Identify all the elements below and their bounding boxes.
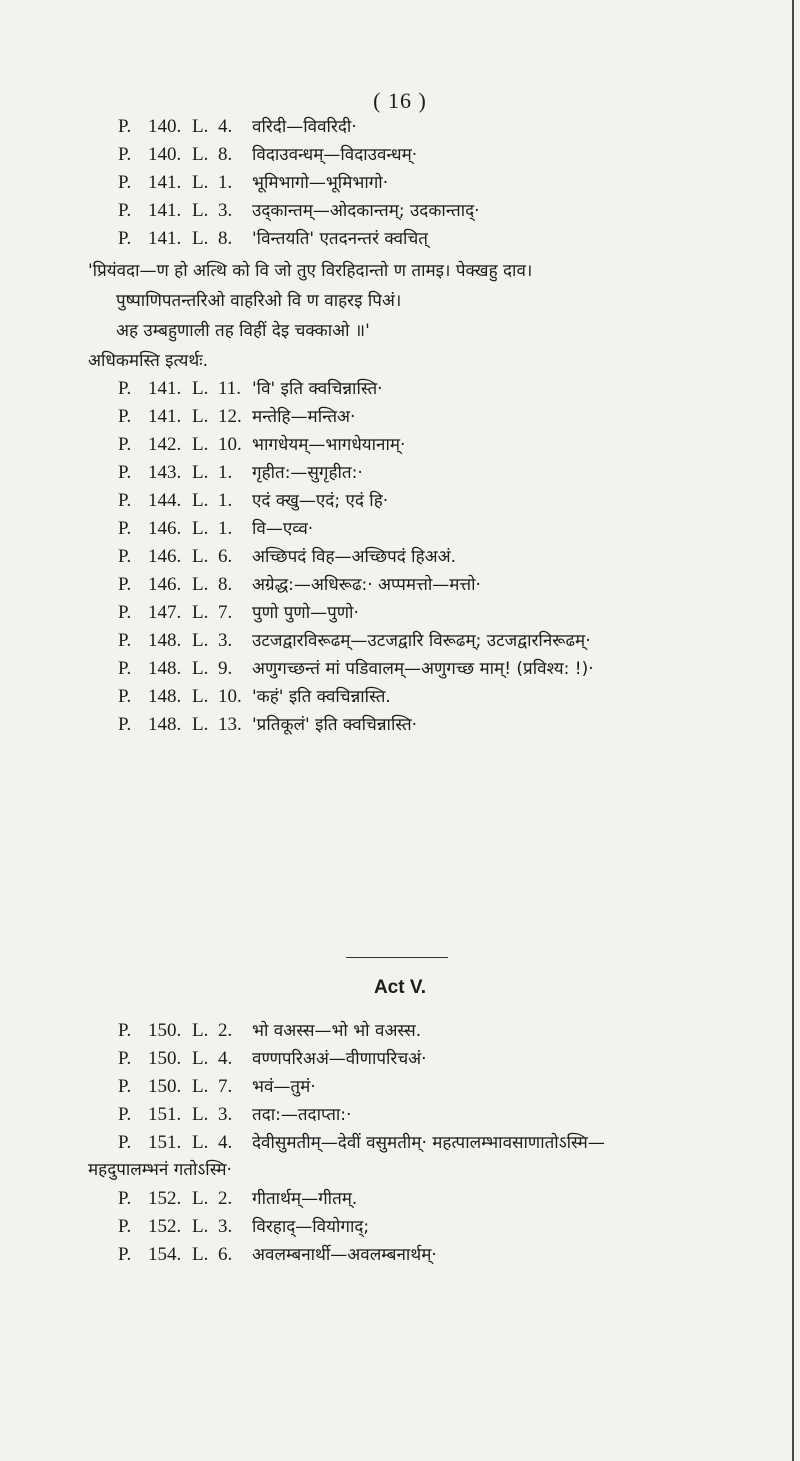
entry-line-number: 4. (218, 1132, 233, 1153)
entry-p-label: P. (118, 116, 132, 137)
entry-p-label: P. (118, 144, 132, 165)
entry-line-number: 6. (218, 1244, 233, 1265)
errata-entry (118, 1128, 788, 1156)
entry-reference (118, 403, 252, 430)
entry-l-label: L. (192, 144, 209, 165)
entries-block-1 (118, 112, 758, 252)
entry-p-label: P. (118, 490, 132, 511)
errata-entry (118, 1016, 788, 1044)
entry-l-label: L. (192, 630, 209, 651)
entry-page-number: 140. (148, 144, 182, 165)
entry-text: 'कहं' इति क्वचिन्नास्ति. (252, 687, 391, 707)
entry-p-label: P. (118, 462, 132, 483)
entries-block-2 (118, 374, 758, 738)
entry-reference (118, 141, 252, 168)
entry-p-label: P. (118, 630, 132, 651)
entry-reference (118, 515, 252, 542)
errata-entry (118, 430, 758, 458)
entry-text: 'विन्तयति' एतदनन्तरं क्वचित् (252, 229, 428, 249)
errata-entry (118, 196, 758, 224)
entry-l-label: L. (192, 1104, 209, 1125)
entry-line-number: 3. (218, 1104, 233, 1125)
entry-line-number: 8. (218, 228, 233, 249)
entry-l-label: L. (192, 574, 209, 595)
errata-entry (118, 514, 758, 542)
entry-p-label: P. (118, 1048, 132, 1069)
entry-line-number: 9. (218, 658, 233, 679)
entry-page-number: 152. (148, 1188, 182, 1209)
errata-entry (118, 402, 758, 430)
entry-reference (118, 1017, 252, 1044)
entry-reference (118, 1045, 252, 1072)
entry-reference (118, 571, 252, 598)
entry-l-label: L. (192, 686, 209, 707)
entry-line-number: 10. (218, 686, 242, 707)
entry-text: गीतार्थम्—गीतम्. (252, 1189, 358, 1209)
entry-line-number: 3. (218, 630, 233, 651)
entry-reference (118, 197, 252, 224)
entry-text: पुणो पुणो—पुणो· (252, 603, 359, 623)
page-edge-line (792, 0, 794, 1461)
entry-p-label: P. (118, 200, 132, 221)
entry-line-number: 8. (218, 574, 233, 595)
entry-reference (118, 599, 252, 626)
entry-l-label: L. (192, 658, 209, 679)
entry-reference (118, 1213, 252, 1240)
page-number: ( 16 ) (373, 88, 427, 113)
entry-reference (118, 225, 252, 252)
entry-page-number: 142. (148, 434, 182, 455)
entry-reference (118, 683, 252, 710)
entry-p-label: P. (118, 1020, 132, 1041)
entries-block-4 (118, 1184, 788, 1268)
entry-p-label: P. (118, 658, 132, 679)
errata-entry (118, 570, 758, 598)
entry-p-label: P. (118, 1104, 132, 1125)
entry-p-label: P. (118, 1132, 132, 1153)
entry-p-label: P. (118, 228, 132, 249)
entry-line-number: 4. (218, 1048, 233, 1069)
entry-reference (118, 1073, 252, 1100)
entry-l-label: L. (192, 1076, 209, 1097)
entry-l-label: L. (192, 490, 209, 511)
entry-line-number: 3. (218, 1216, 233, 1237)
entry-page-number: 148. (148, 714, 182, 735)
entry-l-label: L. (192, 714, 209, 735)
entry-page-number: 148. (148, 658, 182, 679)
entry-reference (118, 169, 252, 196)
entry-line-number: 13. (218, 714, 242, 735)
entry-reference (118, 113, 252, 140)
entry-page-number: 152. (148, 1216, 182, 1237)
errata-entry (118, 112, 758, 140)
entry-line-number: 7. (218, 602, 233, 623)
entry-line-number: 1. (218, 518, 233, 539)
entry-l-label: L. (192, 1188, 209, 1209)
entry-line-number: 12. (218, 406, 242, 427)
entry-text: तदा:—तदाप्ता:· (252, 1105, 352, 1125)
entry-text: एदं क्खु—एदं; एदं हि· (252, 491, 389, 511)
entry-page-number: 146. (148, 546, 182, 567)
errata-entry (118, 224, 758, 252)
entry-page-number: 146. (148, 518, 182, 539)
entry-text: अग्रेद्ध:—अधिरूढ:· अप्पमत्तो—मत्तो· (252, 575, 481, 595)
entry-l-label: L. (192, 1020, 209, 1041)
entry-p-label: P. (118, 602, 132, 623)
entry-l-label: L. (192, 1216, 209, 1237)
entry-text: मन्तेहि—मन्तिअ· (252, 407, 356, 427)
errata-entry (118, 168, 758, 196)
entry-p-label: P. (118, 714, 132, 735)
entry-text: अवलम्बनार्थी—अवलम्बनार्थम्· (252, 1245, 437, 1265)
entry-page-number: 141. (148, 200, 182, 221)
entry-text: देवीसुमतीम्—देवीं वसुमतीम्· महत्पालम्भावसाणातोऽस्मि— (252, 1133, 605, 1153)
entry-reference (118, 711, 252, 738)
entry-text: भागधेयम्—भागधेयानाम्· (252, 435, 406, 455)
entry-page-number: 141. (148, 378, 182, 399)
entry-p-label: P. (118, 686, 132, 707)
entry-text: भूमिभागो—भूमिभागो· (252, 173, 389, 193)
entry-reference (118, 543, 252, 570)
entry-page-number: 151. (148, 1104, 182, 1125)
entry-text: भवं—तुमं· (252, 1077, 316, 1097)
entry-line-number: 1. (218, 172, 233, 193)
entry-reference (118, 655, 252, 682)
errata-entry (118, 598, 758, 626)
entry-p-label: P. (118, 1244, 132, 1265)
entry-l-label: L. (192, 518, 209, 539)
errata-entry (118, 458, 758, 486)
errata-entry (118, 1184, 788, 1212)
entry-reference (118, 459, 252, 486)
entry-text: 'वि' इति क्वचिन्नास्ति· (252, 379, 383, 399)
entry-line-number: 1. (218, 462, 233, 483)
entry-text: उद्कान्तम्—ओदकान्तम्; उदकान्ताद्· (252, 201, 480, 221)
entry-p-label: P. (118, 406, 132, 427)
quote-line: 'प्रियंवदा—ण हो अत्थि को वि जो तुए विरहिदान्तो ण तामइ। पेक्खहु दाव। (88, 261, 533, 281)
entry-p-label: P. (118, 434, 132, 455)
entry-text: उटजद्वारविरूढम्—उटजद्वारि विरूढम्; उटजद्वारनिरूढम्· (252, 631, 591, 651)
errata-entry (118, 486, 758, 514)
entries-block-3 (118, 1016, 788, 1156)
entry-l-label: L. (192, 406, 209, 427)
entry-line-number: 7. (218, 1076, 233, 1097)
errata-entry (118, 654, 758, 682)
entry-p-label: P. (118, 546, 132, 567)
entry-l-label: L. (192, 1132, 209, 1153)
entry-p-label: P. (118, 1076, 132, 1097)
quote-line: अह उम्बहुणाली तह विहीं देइ चक्काओ ॥' (116, 321, 370, 341)
entry-page-number: 154. (148, 1244, 182, 1265)
entry-p-label: P. (118, 172, 132, 193)
entry-l-label: L. (192, 434, 209, 455)
errata-entry (118, 682, 758, 710)
entry-line-number: 8. (218, 144, 233, 165)
quote-line: पुष्पाणिपतन्तरिओ वाहरिओ वि ण वाहरइ पिअं। (116, 291, 402, 311)
entry-line-number: 11. (218, 378, 242, 399)
continuation-line: महदुपालम्भनं गतोऽस्मि· (88, 1160, 232, 1180)
entry-line-number: 10. (218, 434, 242, 455)
entry-text: 'प्रतिकूलं' इति क्वचिन्नास्ति· (252, 715, 418, 735)
entry-line-number: 1. (218, 490, 233, 511)
entry-page-number: 150. (148, 1076, 182, 1097)
quote-line: अधिकमस्ति इत्यर्थः. (88, 351, 209, 371)
entry-reference (118, 375, 252, 402)
entry-l-label: L. (192, 546, 209, 567)
entry-l-label: L. (192, 1048, 209, 1069)
entry-page-number: 146. (148, 574, 182, 595)
entry-page-number: 150. (148, 1048, 182, 1069)
entry-l-label: L. (192, 462, 209, 483)
entry-reference (118, 431, 252, 458)
section-divider (346, 957, 448, 958)
entry-reference (118, 487, 252, 514)
entry-page-number: 147. (148, 602, 182, 623)
entry-text: भो वअस्स—भो भो वअस्स. (252, 1021, 422, 1041)
entry-text: वण्णपरिअअं—वीणापरिचअं· (252, 1049, 427, 1069)
entry-p-label: P. (118, 574, 132, 595)
entry-l-label: L. (192, 378, 209, 399)
continuation-block (88, 1156, 788, 1184)
entry-l-label: L. (192, 172, 209, 193)
quoted-passage (88, 256, 778, 376)
entry-text: अणुगच्छन्तं मां पडिवालम्—अणुगच्छ माम्! (प्रविश्य: !)· (252, 659, 594, 679)
errata-entry (118, 710, 758, 738)
entry-page-number: 151. (148, 1132, 182, 1153)
entry-text: विरहाद्—वियोगाद्; (252, 1217, 370, 1237)
errata-entry (118, 140, 758, 168)
entry-line-number: 2. (218, 1020, 233, 1041)
entry-p-label: P. (118, 1216, 132, 1237)
entry-reference (118, 1241, 252, 1268)
entry-page-number: 144. (148, 490, 182, 511)
errata-entry (118, 542, 758, 570)
entry-line-number: 4. (218, 116, 233, 137)
act-heading: Act V. (373, 977, 427, 998)
errata-entry (118, 626, 758, 654)
errata-entry (118, 374, 758, 402)
entry-text: वरिदी—विवरिदी· (252, 117, 357, 137)
entry-l-label: L. (192, 200, 209, 221)
entry-reference (118, 1185, 252, 1212)
entry-page-number: 150. (148, 1020, 182, 1041)
entry-reference (118, 1129, 252, 1156)
entry-page-number: 141. (148, 228, 182, 249)
entry-l-label: L. (192, 602, 209, 623)
entry-page-number: 148. (148, 630, 182, 651)
entry-line-number: 6. (218, 546, 233, 567)
errata-entry (118, 1072, 788, 1100)
entry-text: अच्छिपदं विह—अच्छिपदं हिअअं. (252, 547, 456, 567)
entry-line-number: 3. (218, 200, 233, 221)
entry-page-number: 141. (148, 172, 182, 193)
entry-text: वि—एव्व· (252, 519, 314, 539)
entry-p-label: P. (118, 1188, 132, 1209)
entry-text: गृहीत:—सुगृहीत:· (252, 463, 363, 483)
errata-entry (118, 1212, 788, 1240)
entry-page-number: 141. (148, 406, 182, 427)
errata-entry (118, 1240, 788, 1268)
errata-entry (118, 1100, 788, 1128)
entry-page-number: 143. (148, 462, 182, 483)
errata-entry (118, 1044, 788, 1072)
entry-line-number: 2. (218, 1188, 233, 1209)
entry-p-label: P. (118, 378, 132, 399)
entry-p-label: P. (118, 518, 132, 539)
entry-reference (118, 627, 252, 654)
entry-text: विदाउवन्धम्—विदाउवन्धम्· (252, 145, 418, 165)
entry-page-number: 148. (148, 686, 182, 707)
entry-reference (118, 1101, 252, 1128)
entry-l-label: L. (192, 116, 209, 137)
entry-l-label: L. (192, 1244, 209, 1265)
entry-page-number: 140. (148, 116, 182, 137)
entry-l-label: L. (192, 228, 209, 249)
